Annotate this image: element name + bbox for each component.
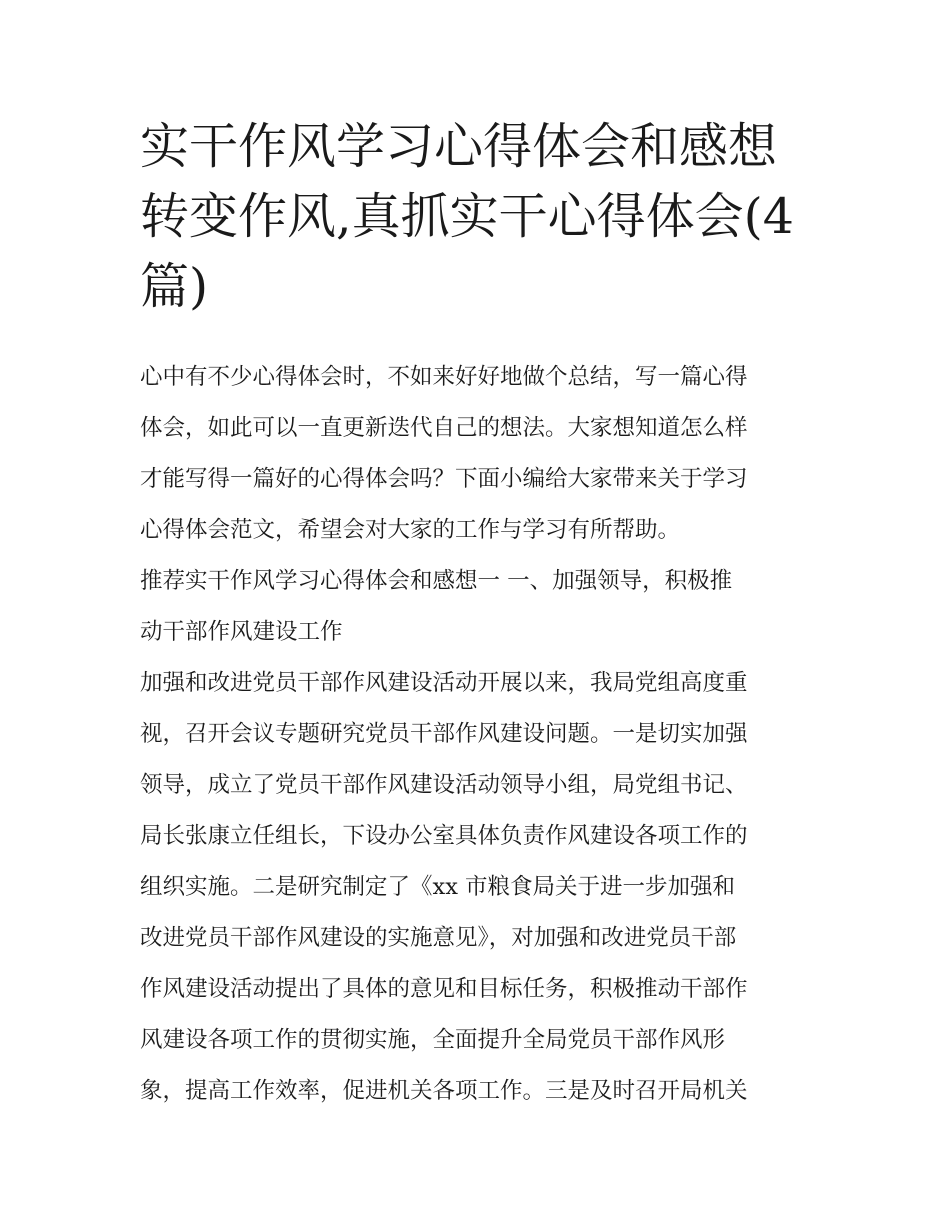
body-line: 心中有不少心得体会时，不如来好好地做个总结，写一篇心得 — [140, 364, 748, 390]
body-line: 才能写得一篇好的心得体会吗？下面小编给大家带来关于学习 — [140, 466, 748, 492]
body-line: 改进党员干部作风建设的实施意见》，对加强和改进党员干部 — [140, 925, 737, 951]
body-line: 心得体会范文，希望会对大家的工作与学习有所帮助。 — [140, 517, 681, 543]
body-line: 组织实施。二是研究制定了《xx 市粮食局关于进一步加强和 — [140, 874, 736, 900]
body-line: 作风建设活动提出了具体的意见和目标任务，积极推动干部作 — [140, 976, 748, 1002]
body-line: 风建设各项工作的贯彻实施，全面提升全局党员干部作风形 — [140, 1027, 726, 1053]
body-line: 局长张康立任组长，下设办公室具体负责作风建设各项工作的 — [140, 823, 748, 849]
body-line: 加强和改进党员干部作风建设活动开展以来，我局党组高度重 — [140, 670, 748, 696]
body-line: 推荐实干作风学习心得体会和感想一 一、加强领导，积极推 — [140, 568, 733, 594]
body-line: 动干部作风建设工作 — [140, 619, 343, 645]
body-line: 象，提高工作效率，促进机关各项工作。三是及时召开局机关 — [140, 1078, 748, 1104]
title-line: 转变作风,真抓实干心得体会(4 — [140, 188, 794, 245]
title-line: 实干作风学习心得体会和感想 — [140, 118, 778, 175]
body-line: 视，召开会议专题研究党员干部作风建设问题。一是切实加强 — [140, 721, 748, 747]
body-line: 领导，成立了党员干部作风建设活动领导小组，局党组书记、 — [140, 772, 748, 798]
title-line: 篇) — [140, 258, 209, 315]
document-title — [140, 112, 820, 322]
document-body — [140, 352, 830, 1117]
body-line: 体会，如此可以一直更新迭代自己的想法。大家想知道怎么样 — [140, 415, 748, 441]
